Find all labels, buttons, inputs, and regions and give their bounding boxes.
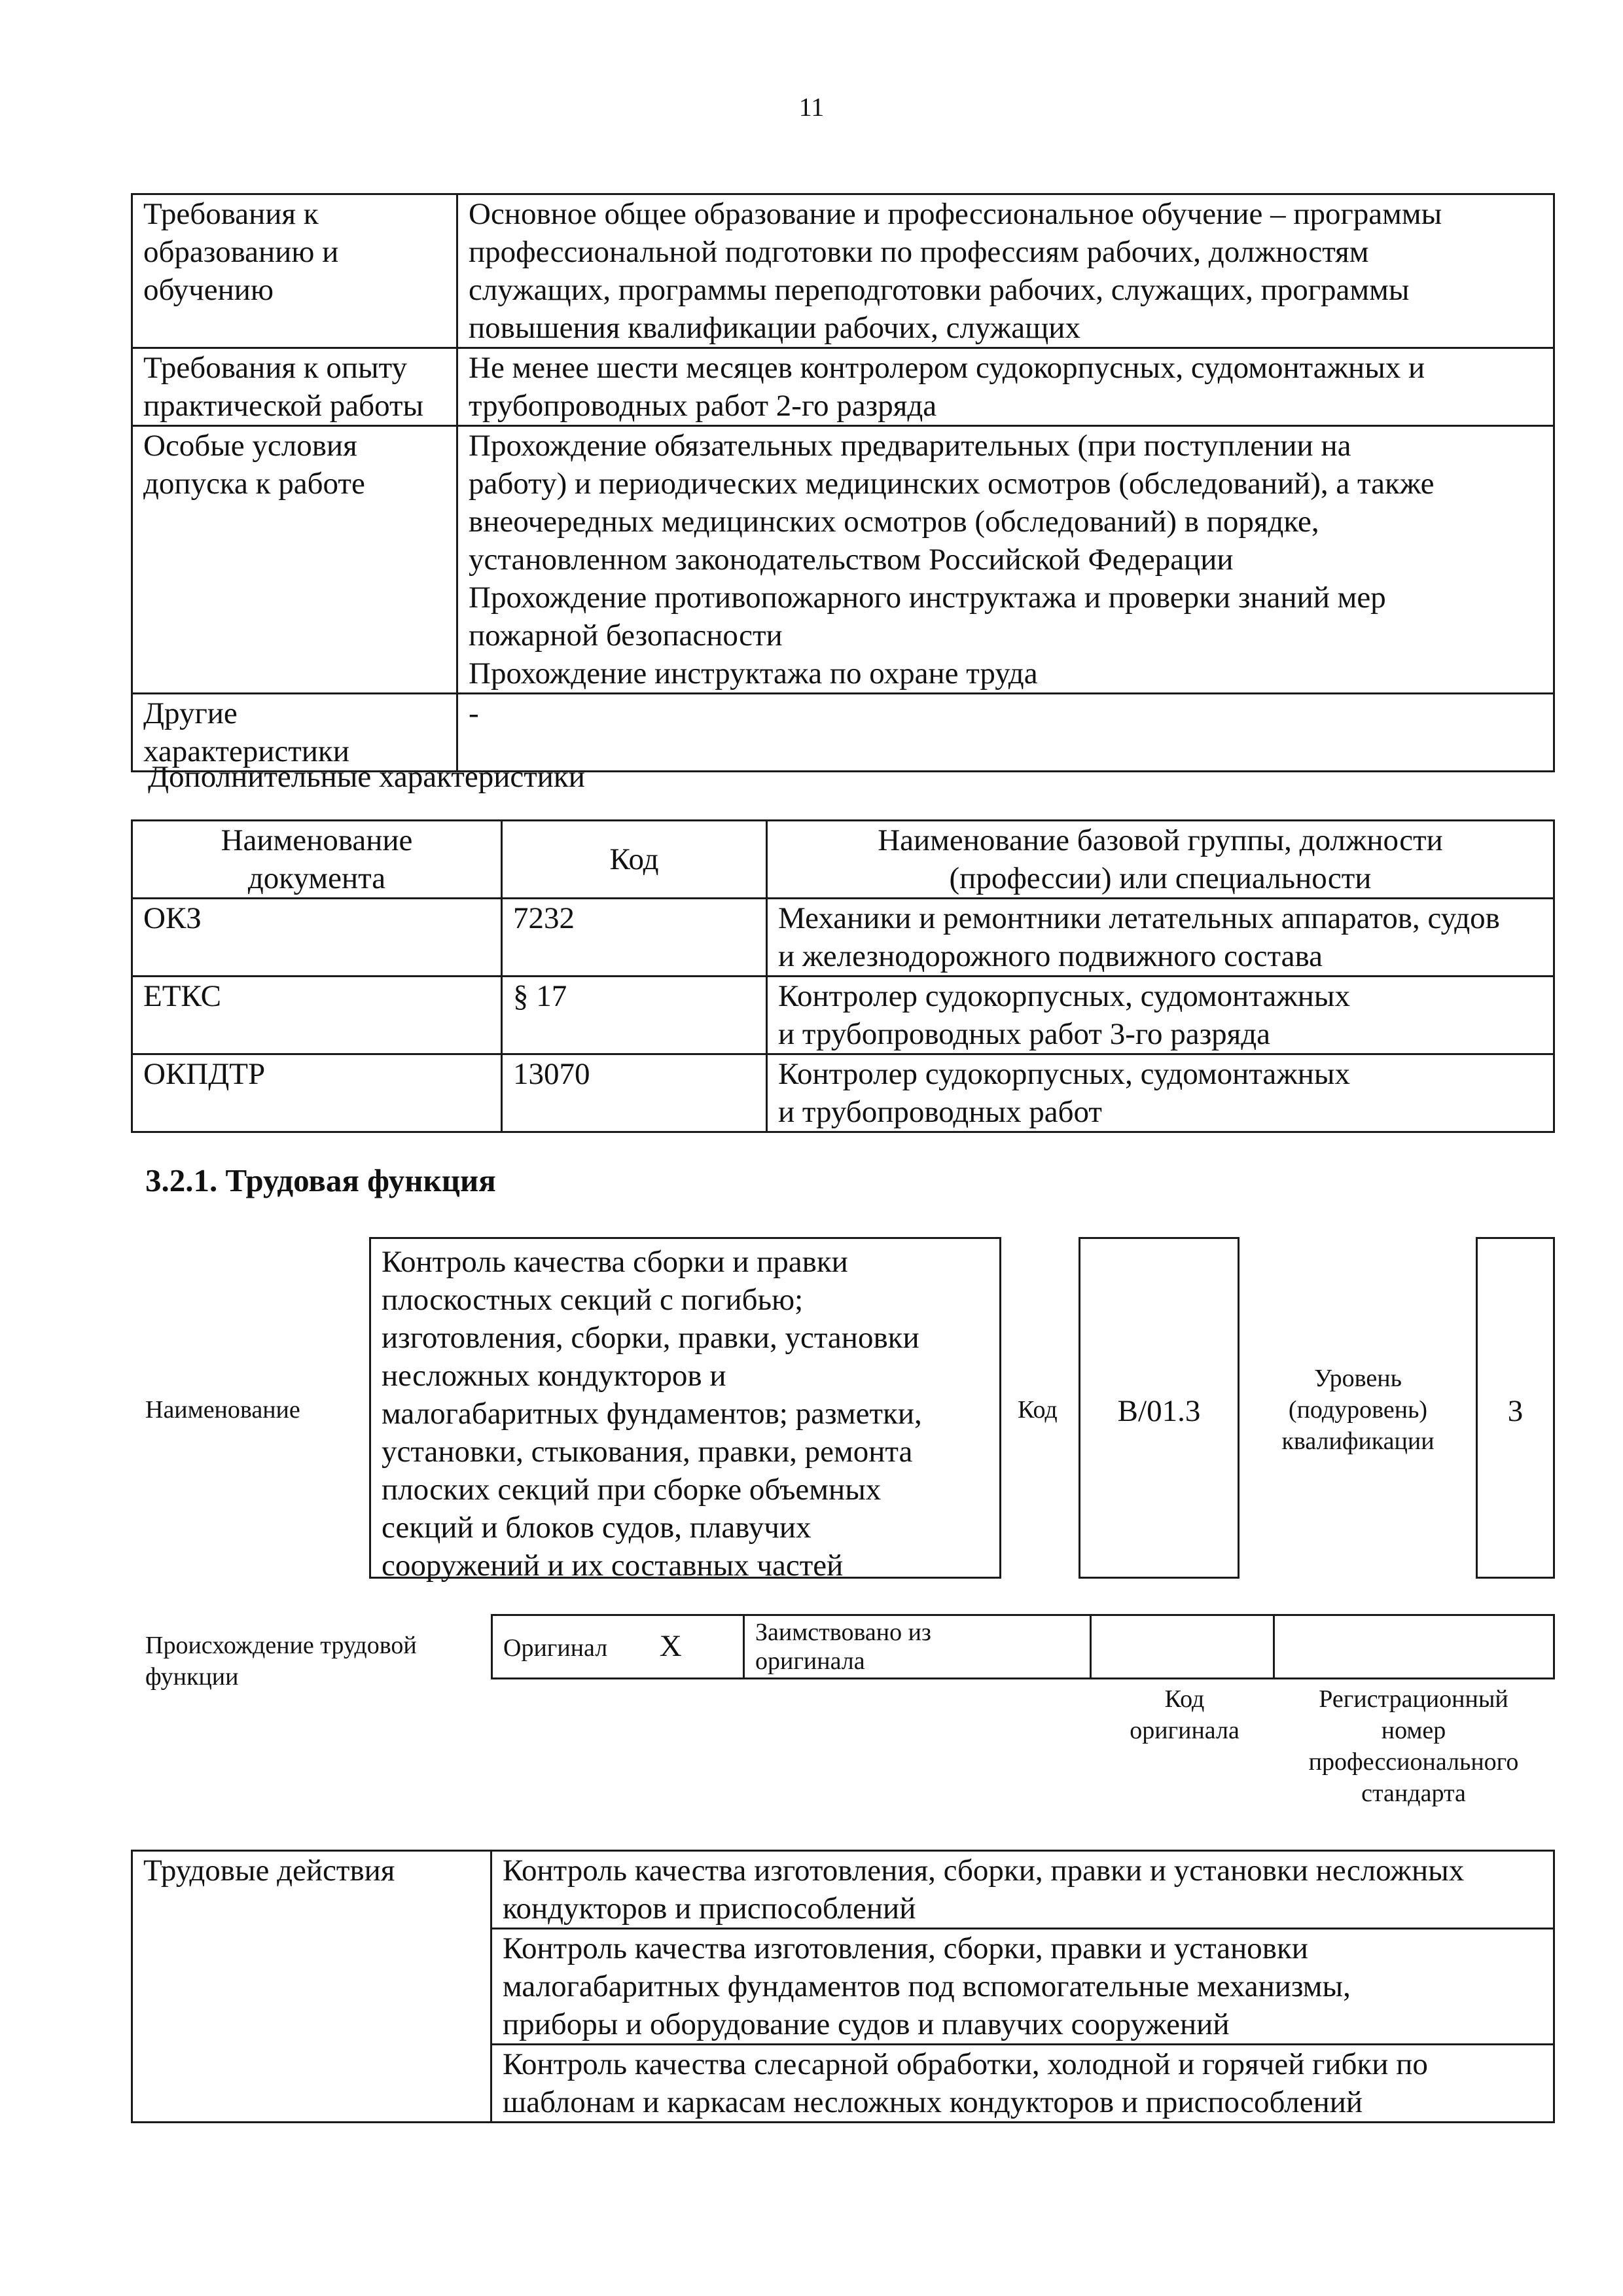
cell-code: 13070 (502, 1054, 767, 1132)
origin-borrowed-cell: Заимствовано из оригинала (744, 1615, 1091, 1679)
actions-table (131, 1850, 1555, 2123)
cell-name: Контролер судокорпусных, судомонтажных и трубопроводных работ (767, 1054, 1554, 1132)
table-row (132, 426, 1554, 694)
cell-doc: ЕТКС (132, 977, 502, 1054)
caption-code: Код оригинала (1130, 1685, 1240, 1744)
req-label-other: Другие характеристики (132, 694, 457, 772)
req-value-conditions: Прохождение обязательных предварительных (при поступлении на работу) и периодических медицинских осмотров (обследований), а также внеочередных медицинских осмотров (обследований) в порядке, установленном законодательством Российской Федерации Прохождение противопожарного инструктажа и проверки знаний мер пожарной безопасности Прохождение инструктажа по охране труда (457, 426, 1554, 694)
cell-code: 7232 (502, 899, 767, 977)
cell-name: Механики и ремонтники летательных аппаратов, судов и железнодорожного подвижного состава (767, 899, 1554, 977)
header-name: Наименование базовой группы, должности (профессии) или специальности (767, 821, 1554, 899)
header-doc: Наименование документа (132, 821, 502, 899)
table-row (132, 1054, 1554, 1132)
caption-reg: Регистрационный номер профессионального стандарта (1308, 1685, 1519, 1807)
origin-table (491, 1614, 1555, 1679)
origin-original-cell (492, 1615, 744, 1679)
req-value-other: - (457, 694, 1554, 772)
req-label-experience: Требования к опыту практической работы (132, 348, 457, 426)
origin-code-cell (1091, 1615, 1274, 1679)
table-row (132, 899, 1554, 977)
table-row (132, 977, 1554, 1054)
additional-title: Дополнительные характеристики (148, 760, 585, 794)
table-row (132, 1851, 1554, 1929)
cell-doc: ОКПДТР (132, 1054, 502, 1132)
header-code: Код (502, 821, 767, 899)
function-code: B/01.3 (1079, 1237, 1240, 1579)
action-item: Контроль качества изготовления, сборки, правки и установки малогабаритных фундаментов под вспомогательные механизмы, приборы и оборудование судов и плавучих сооружений (491, 1929, 1554, 2045)
table-row (492, 1615, 1554, 1679)
qualification-level: 3 (1476, 1237, 1555, 1579)
req-value-experience: Не менее шести месяцев контролером судокорпусных, судомонтажных и трубопроводных работ 2-го разряда (457, 348, 1554, 426)
code-label: Код (1018, 1396, 1058, 1424)
req-label-conditions: Особые условия допуска к работе (132, 426, 457, 694)
table-row (132, 194, 1554, 348)
labor-function-name: Контроль качества сборки и правки плоскостных секций с погибью; изготовления, сборки, правки, установки несложных кондукторов и малогабаритных фундаментов; разметки, установки, стыкования, правки, ремонта плоских секций при сборке объемных секций и блоков судов, плавучих сооружений и их составных частей (369, 1237, 1001, 1579)
page-number: 11 (798, 92, 825, 122)
req-label-education: Требования к образованию и обучению (132, 194, 457, 348)
cell-doc: ОКЗ (132, 899, 502, 977)
requirements-table (131, 193, 1555, 772)
table-row (132, 348, 1554, 426)
section-title: 3.2.1. Трудовая функция (145, 1162, 496, 1198)
actions-label: Трудовые действия (132, 1851, 491, 2123)
req-value-education: Основное общее образование и профессиональное обучение – программы профессиональной подготовки по профессиям рабочих, должностям служащих, программы переподготовки рабочих, служащих, программы повышения квалификации рабочих, служащих (457, 194, 1554, 348)
cell-code: § 17 (502, 977, 767, 1054)
table-header-row (132, 821, 1554, 899)
action-item: Контроль качества слесарной обработки, холодной и горячей гибки по шаблонам и каркасам несложных кондукторов и приспособлений (491, 2045, 1554, 2123)
action-item: Контроль качества изготовления, сборки, правки и установки несложных кондукторов и приспособлений (491, 1851, 1554, 1929)
original-mark: X (659, 1628, 682, 1663)
origin-label: Происхождение трудовой функции (145, 1632, 417, 1691)
origin-reg-cell (1274, 1615, 1554, 1679)
name-label: Наименование (145, 1396, 300, 1424)
cell-name: Контролер судокорпусных, судомонтажных и трубопроводных работ 3-го разряда (767, 977, 1554, 1054)
additional-table (131, 819, 1555, 1133)
original-label: Оригинал (503, 1634, 608, 1662)
level-label: Уровень (подуровень) квалификации (1281, 1365, 1435, 1455)
